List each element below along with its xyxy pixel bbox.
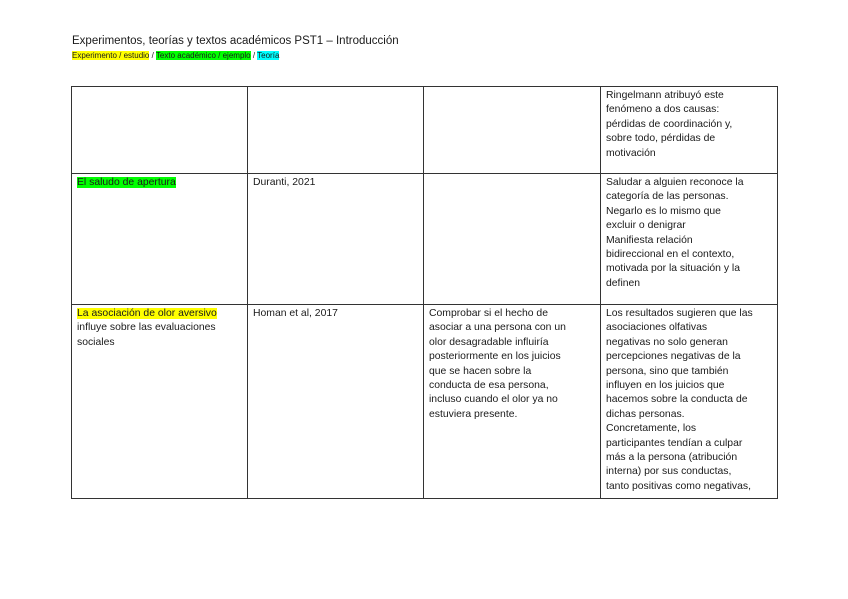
text-line: Comprobar si el hecho de [429, 308, 548, 319]
text-line: estuviera presente. [429, 408, 518, 420]
text-line: asociar a una persona con un [429, 322, 566, 334]
cell-objective [424, 87, 601, 174]
cell-reference: Duranti, 2021 [248, 174, 424, 305]
text-line: Concretamente, los [606, 423, 697, 435]
text-line: Manifiesta relación [606, 234, 693, 246]
table-row [72, 305, 778, 499]
text-line: bidireccional en el contexto, [606, 249, 735, 261]
highlighted-topic: La asociación de olor aversivo [77, 308, 217, 319]
text-line: olor desagradable influiría [429, 336, 549, 348]
table-row [72, 87, 778, 174]
text-line: que se hacen sobre la [429, 365, 532, 377]
text-line: interna) por sus conductas, [606, 466, 732, 478]
content-table [71, 86, 778, 499]
cell-results [601, 87, 778, 174]
cell-objective [424, 174, 601, 305]
text-line: incluso cuando el olor ya no [429, 394, 558, 406]
text-line: Los resultados sugieren que las [606, 308, 753, 319]
text-line: excluir o denigrar [606, 220, 686, 232]
text-line: influyen en los juicios que [606, 380, 725, 392]
color-legend [72, 51, 279, 60]
text-line: sobre todo, pérdidas de [606, 133, 716, 145]
highlighted-topic: El saludo de apertura [77, 177, 176, 188]
cell-results [601, 174, 778, 305]
text-line: influye sobre las evaluaciones [77, 322, 216, 334]
text-line: posteriormente en los juicios [429, 351, 561, 363]
text-line: Saludar a alguien reconoce la [606, 177, 744, 188]
text-line: asociaciones olfativas [606, 322, 708, 334]
cell-results [601, 305, 778, 499]
text-line: hacemos sobre la conducta de [606, 394, 748, 406]
text-line: categoría de las personas. [606, 191, 729, 203]
cell-topic [72, 174, 248, 305]
text-line: participantes tendían a culpar [606, 437, 743, 449]
legend-separator: / [149, 51, 156, 60]
text-line: definen [606, 277, 641, 289]
text-line: fenómeno a dos causas: [606, 104, 720, 116]
legend-theory: Teoría [257, 51, 280, 60]
table-row [72, 174, 778, 305]
text-line: tanto positivas como negativas, [606, 480, 751, 492]
legend-academic-text: Texto académico / ejemplo [155, 51, 251, 60]
text-line: motivación [606, 147, 656, 159]
text-line: motivada por la situación y la [606, 263, 740, 275]
text-line: sociales [77, 336, 115, 348]
cell-objective [424, 305, 601, 499]
text-line: persona, sino que también [606, 365, 729, 377]
text-line: Negarlo es lo mismo que [606, 205, 721, 217]
text-line: Ringelmann atribuyó este [606, 90, 724, 101]
text-line: negativas no solo generan [606, 336, 728, 348]
legend-experiment: Experimento / estudio [72, 51, 150, 60]
text-line: pérdidas de coordinación y, [606, 118, 733, 130]
legend-separator: / [250, 51, 258, 60]
text-line: conducta de esa persona, [429, 380, 549, 392]
cell-reference: Homan et al, 2017 [248, 305, 424, 499]
document-title: Experimentos, teorías y textos académicos PST1 – Introducción [72, 35, 399, 47]
text-line: más a la persona (atribución [606, 452, 738, 464]
cell-topic [72, 305, 248, 499]
cell-reference [248, 87, 424, 174]
cell-topic [72, 87, 248, 174]
text-line: percepciones negativas de la [606, 351, 741, 363]
text-line: dichas personas. [606, 408, 685, 420]
